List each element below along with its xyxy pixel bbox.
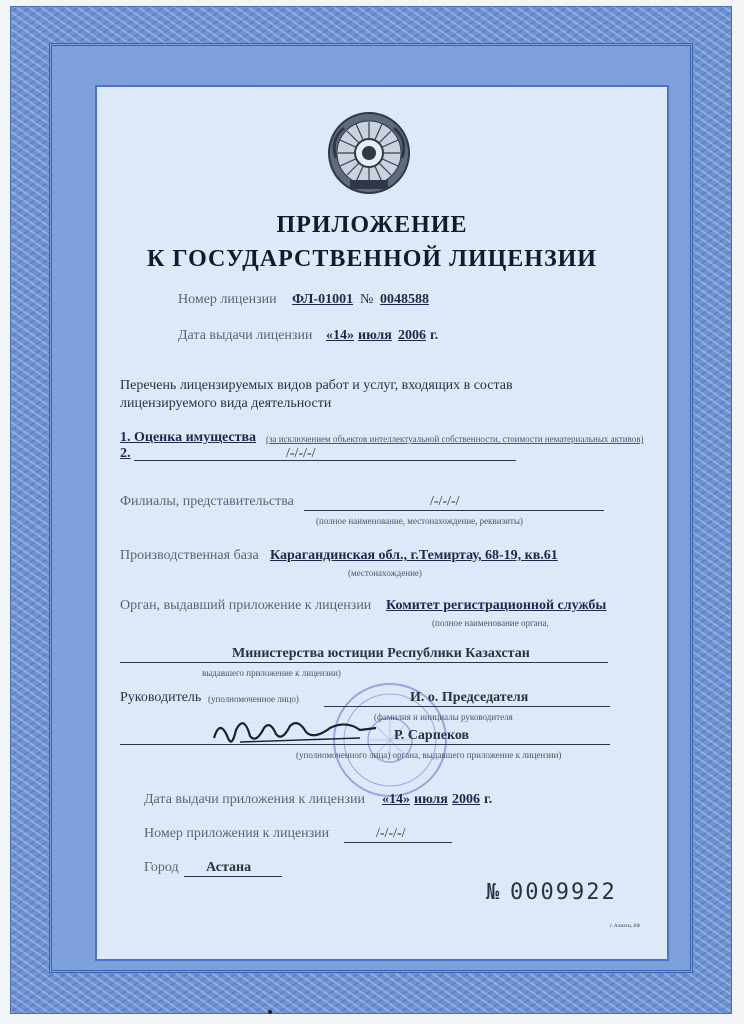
page-title-line1: ПРИЛОЖЕНИЕ (276, 212, 468, 238)
head-value: И. о. Председателя (410, 690, 529, 705)
printer-mark: г. Алматы, БФ (610, 924, 641, 929)
appendix-date-month: июля (414, 792, 448, 807)
issuer-caption1: (полное наименование органа, (432, 618, 549, 628)
appendix-number-label: Номер приложения к лицензии (144, 826, 330, 841)
appendix-date-suffix: г. (484, 792, 493, 807)
state-emblem-icon (326, 110, 412, 196)
license-date-label: Дата выдачи лицензии (178, 328, 313, 343)
appendix-date-label: Дата выдачи приложения к лицензии (144, 792, 365, 807)
city-value: Астана (206, 860, 252, 875)
works-item-2-value: /-/-/-/ (286, 446, 316, 461)
license-date-day: «14» (326, 328, 354, 343)
base-label: Производственная база (120, 548, 259, 563)
branches-caption: (полное наименование, местонахождение, реквизиты) (316, 516, 523, 526)
works-item-2-line (134, 460, 516, 461)
city-label: Город (144, 860, 179, 875)
appendix-number-value: /-/-/-/ (376, 826, 406, 841)
works-item-2: 2. (120, 446, 131, 461)
appendix-date-year: 2006 (452, 792, 480, 807)
head-line (324, 706, 610, 707)
branches-line (304, 510, 604, 511)
license-series: ФЛ-01001 (292, 292, 354, 307)
issuer-label: Орган, выдавший приложение к лицензии (120, 598, 372, 613)
head-caption: (фамилия и инициалы руководителя (374, 712, 513, 722)
works-heading-line1: Перечень лицензируемых видов работ и услуг, входящих в состав (120, 378, 513, 393)
head-caption2: (уполномоченного лица) органа, выдавшего приложение к лицензии) (296, 750, 562, 760)
ink-dot (268, 1010, 272, 1014)
license-number: 0048588 (380, 292, 429, 307)
serial-number: 0009922 (510, 880, 617, 905)
head-label-note: (уполномоченное лицо) (208, 694, 299, 704)
issuer-line2 (120, 662, 608, 663)
head-name: Р. Сарпеков (394, 728, 470, 743)
appendix-date-day: «14» (382, 792, 410, 807)
base-caption: (местонахождение) (348, 568, 422, 578)
works-heading-line2: лицензируемого вида деятельности (120, 396, 332, 411)
city-line (184, 876, 282, 877)
number-sign: № (360, 292, 374, 307)
signer-line (120, 744, 610, 745)
signature-icon (210, 708, 380, 756)
branches-label: Филиалы, представительства (120, 494, 294, 509)
license-number-label: Номер лицензии (178, 292, 277, 307)
issuer-value-line1: Комитет регистрационной службы (386, 598, 607, 613)
serial-number-sign: № (486, 880, 502, 905)
appendix-number-line (344, 842, 452, 843)
issuer-caption2: выдавшего приложение к лицензии) (202, 668, 341, 678)
base-value: Карагандинская обл., г.Темиртау, 68-19, кв.61 (270, 548, 558, 563)
works-item-1: 1. Оценка имущества (120, 430, 257, 445)
branches-value: /-/-/-/ (430, 494, 460, 509)
license-date-year: 2006 (398, 328, 426, 343)
page-title-line2: К ГОСУДАРСТВЕННОЙ ЛИЦЕНЗИИ (147, 246, 597, 272)
license-date-month: июля (358, 328, 392, 343)
head-label: Руководитель (120, 690, 202, 705)
issuer-value-line2: Министерства юстиции Республики Казахстан (232, 646, 530, 661)
works-item-1-note: (за исключением объектов интеллектуальной собственности, стоимости нематериальных активов) (266, 434, 644, 444)
license-date-suffix: г. (430, 328, 439, 343)
